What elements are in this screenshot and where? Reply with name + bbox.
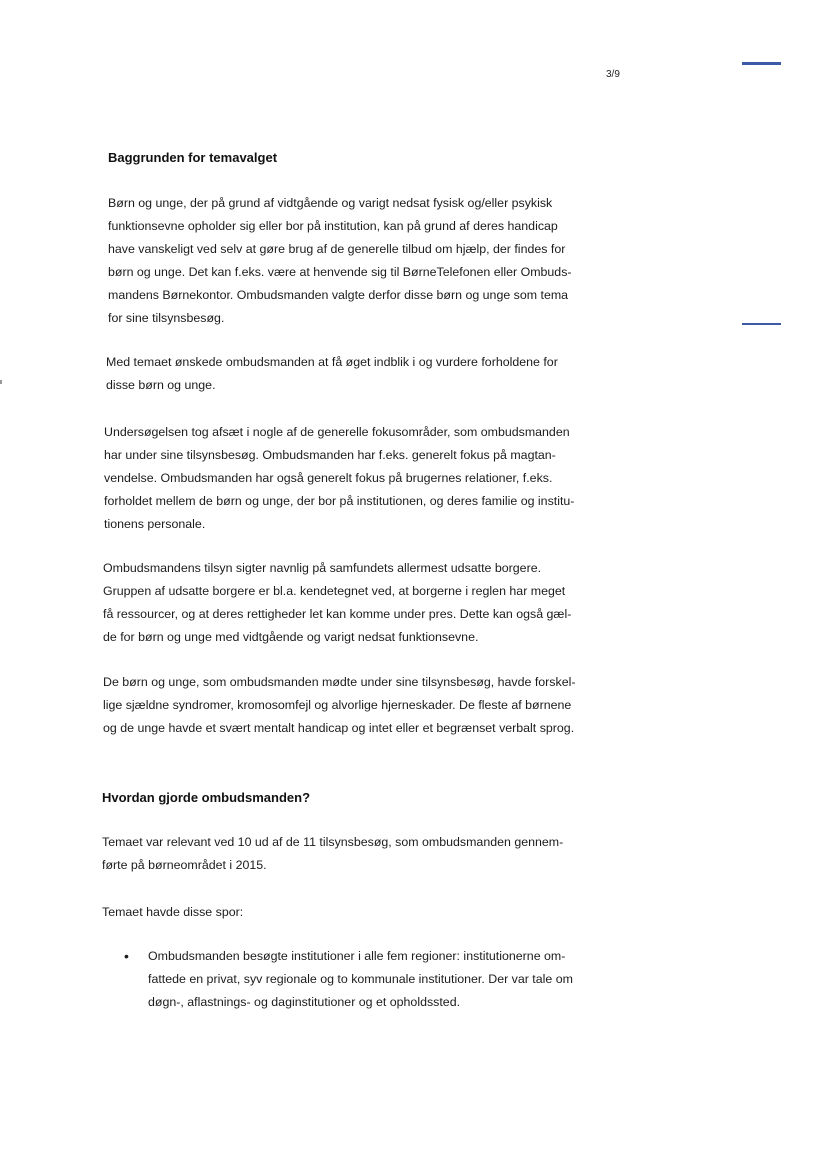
paragraph-background-2: Med temaet ønskede ombudsmanden at få øget indblik i og vurdere forholdene for disse børn og unge.: [106, 355, 558, 392]
paragraph-background-1: Børn og unge, der på grund af vidtgående og varigt nedsat fysisk og/eller psykisk funktionsevne opholder sig eller bor på institution, kan på grund af deres handicap have vanskeligt ved selv at gøre brug af de generelle tilbud om hjælp, der findes for børn og unge. Det kan f.eks. være at henvende sig til BørneTelefonen eller Ombuds- mandens Børnekontor. Ombudsmanden valgte derfor disse børn og unge som tema for sine tilsynsbesøg.: [108, 196, 572, 325]
margin-mark-top: [742, 62, 781, 65]
paragraph-method-2: Temaet havde disse spor:: [102, 905, 244, 919]
page-number: 3/9: [606, 69, 620, 80]
paragraph-background-3: Undersøgelsen tog afsæt i nogle af de generelle fokusområder, som ombudsmanden har under sine tilsynsbesøg. Ombudsmanden har f.eks. generelt fokus på magtan- vendelse. Ombudsmanden har også generelt fokus på brugernes relationer, f.eks. forholdet mellem de børn og unge, der bor på institutionen, og deres familie og institu- tionens personale.: [104, 425, 575, 531]
paragraph-background-5: De børn og unge, som ombudsmanden mødte under sine tilsynsbesøg, havde forskel- lige sjældne syndromer, kromosomfejl og alvorlige hjerneskader. De fleste af børnene og de unge havde et svært mentalt handicap og intet eller et begrænset verbalt sprog.: [103, 675, 576, 735]
list-item-text: Ombudsmanden besøgte institutioner i alle fem regioner: institutionerne om- fattede en privat, syv regionale og to kommunale institutioner. Der var tale om døgn-, aflastnings- og daginstitutioner og et opholdssted.: [148, 949, 573, 1009]
paragraph-method-1: Temaet var relevant ved 10 ud af de 11 tilsynsbesøg, som ombudsmanden gennem- førte på børneområdet i 2015.: [102, 835, 564, 872]
section-heading-method: Hvordan gjorde ombudsmanden?: [102, 790, 311, 805]
bullet-icon: •: [124, 948, 129, 964]
margin-mark-middle: [742, 323, 781, 325]
paragraph-background-4: Ombudsmandens tilsyn sigter navnlig på samfundets allermest udsatte borgere. Gruppen af udsatte borgere er bl.a. kendetegnet ved, at borgerne i reglen har meget få ressourcer, og at deres rettigheder let kan komme under pres. Dette kan også gæl- de for børn og unge med vidtgående og varigt nedsat funktionsevne.: [103, 561, 572, 644]
section-heading-background: Baggrunden for temavalget: [108, 150, 278, 165]
scan-speck: [0, 380, 2, 384]
